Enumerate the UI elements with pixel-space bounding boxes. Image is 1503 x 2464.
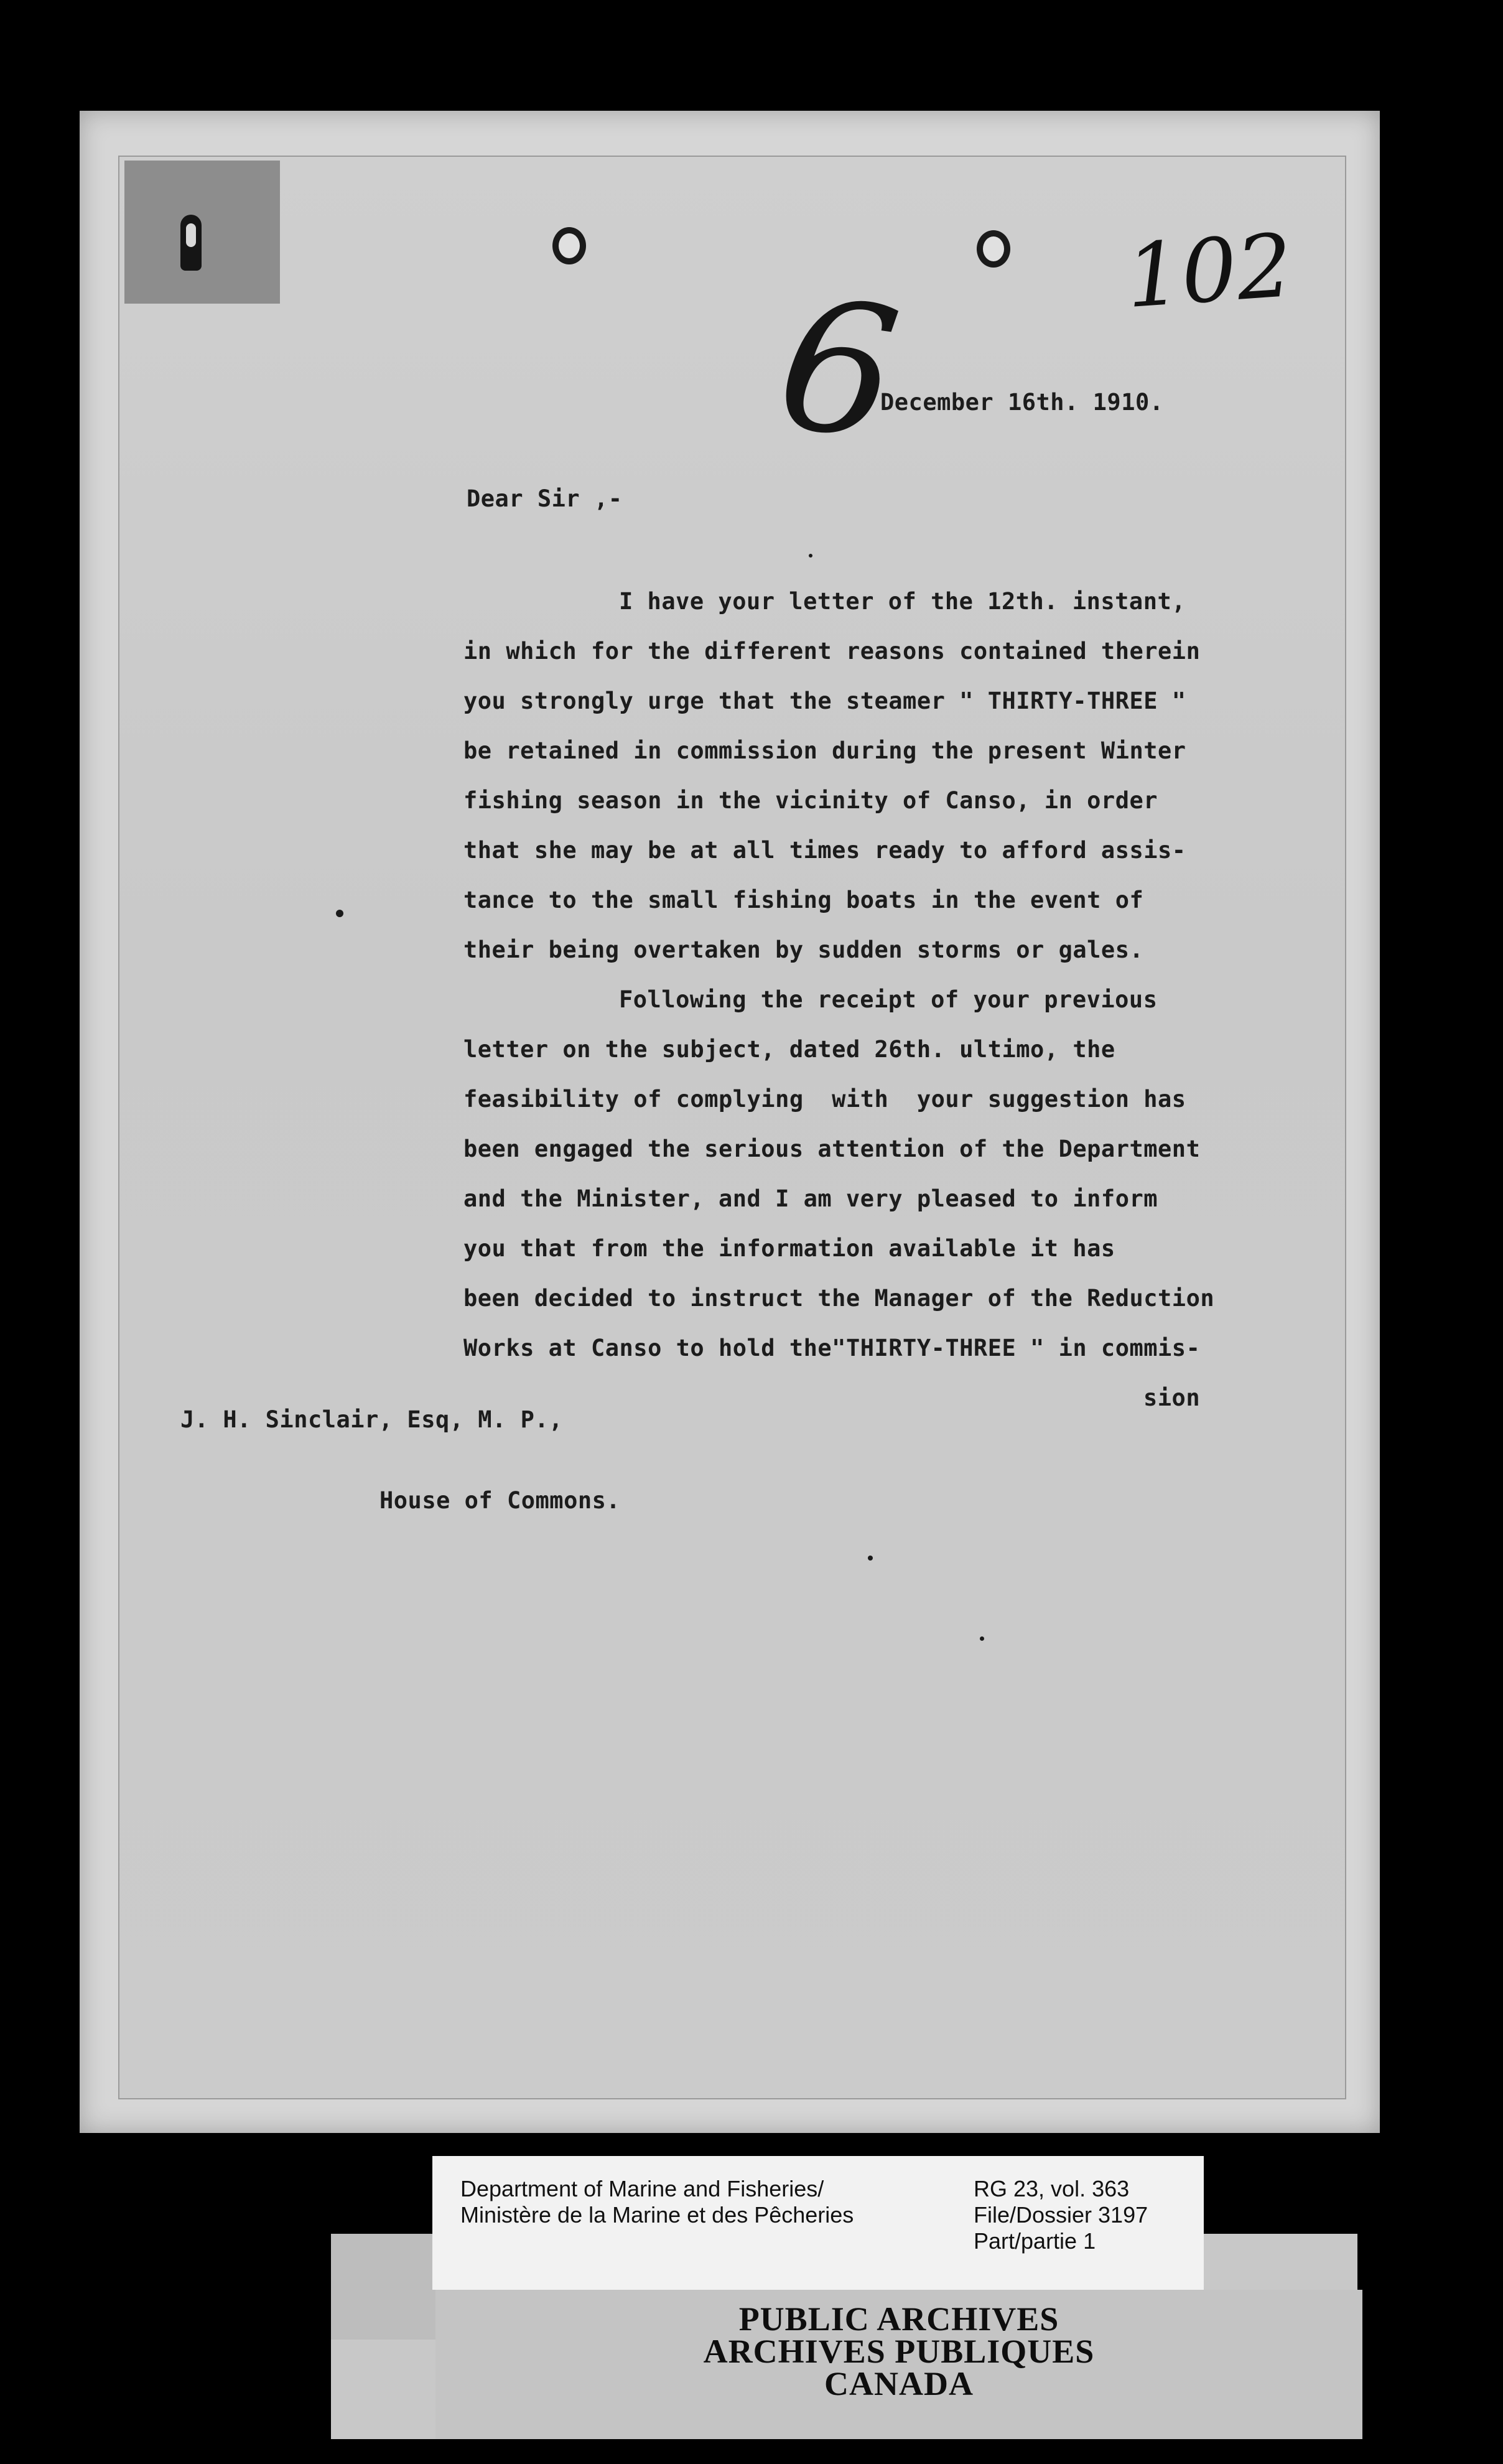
archives-stamp bbox=[435, 2290, 1362, 2439]
letter-body-line: and the Minister, and I am very pleased to inform bbox=[463, 1185, 1158, 1212]
addressee-name: J. H. Sinclair, Esq, M. P., bbox=[180, 1406, 563, 1433]
part-number: Part/partie 1 bbox=[974, 2228, 1096, 2254]
letter-date: December 16th. 1910. bbox=[880, 389, 1164, 416]
letter-body-line: Following the receipt of your previous bbox=[619, 986, 1158, 1013]
stamp-line: ARCHIVES PUBLIQUES bbox=[703, 2333, 1095, 2370]
archive-reference-label bbox=[432, 2156, 1204, 2290]
record-group: RG 23, vol. 363 bbox=[974, 2176, 1130, 2201]
letter-salutation: Dear Sir ,- bbox=[467, 485, 623, 512]
handwritten-page-number: 102 bbox=[1122, 215, 1296, 329]
file-number: File/Dossier 3197 bbox=[974, 2202, 1148, 2228]
letter-body-line: tance to the small fishing boats in the event of bbox=[463, 887, 1144, 913]
letter-body-line: sion bbox=[1143, 1384, 1201, 1411]
addressee-place: House of Commons. bbox=[379, 1487, 621, 1514]
letter-body-line: fishing season in the vicinity of Canso, in order bbox=[463, 787, 1158, 814]
letter-body-line: in which for the different reasons contained therein bbox=[463, 638, 1201, 665]
letter-body-line: I have your letter of the 12th. instant, bbox=[619, 588, 1186, 615]
letter-body-line: that she may be at all times ready to afford assis- bbox=[463, 837, 1186, 864]
department-english: Department of Marine and Fisheries/ bbox=[460, 2176, 824, 2201]
ink-speck bbox=[868, 1556, 873, 1561]
letter-body-line: be retained in commission during the present Winter bbox=[463, 737, 1186, 764]
letter-body-line: been engaged the serious attention of the Department bbox=[463, 1136, 1201, 1162]
handwritten-margin-mark: 6 bbox=[766, 258, 910, 482]
letter-body-line: you strongly urge that the steamer " THIRTY-THREE " bbox=[463, 688, 1186, 714]
letter-body-line: feasibility of complying with your suggestion has bbox=[463, 1086, 1186, 1113]
corner-tab bbox=[124, 161, 280, 304]
letter-body-line: been decided to instruct the Manager of the Reduction bbox=[463, 1285, 1215, 1312]
department-french: Ministère de la Marine et des Pêcheries bbox=[460, 2202, 854, 2228]
stamp-line: CANADA bbox=[824, 2365, 974, 2402]
punch-hole-icon bbox=[552, 227, 586, 264]
letter-body-line: letter on the subject, dated 26th. ultimo, the bbox=[463, 1036, 1115, 1063]
ink-speck bbox=[809, 554, 812, 558]
letter-body-line: Works at Canso to hold the"THIRTY-THREE " in commis- bbox=[463, 1335, 1201, 1361]
letter-sheet bbox=[118, 156, 1346, 2099]
letter-body-line: you that from the information available it has bbox=[463, 1235, 1115, 1262]
letter-body-line: their being overtaken by sudden storms or gales. bbox=[463, 936, 1144, 963]
ink-speck bbox=[980, 1636, 984, 1641]
punch-hole-icon bbox=[977, 230, 1010, 268]
punch-hole-icon bbox=[180, 215, 202, 271]
label-side-panel bbox=[331, 2234, 443, 2340]
stamp-line: PUBLIC ARCHIVES bbox=[738, 2300, 1059, 2338]
ink-speck bbox=[336, 910, 343, 917]
